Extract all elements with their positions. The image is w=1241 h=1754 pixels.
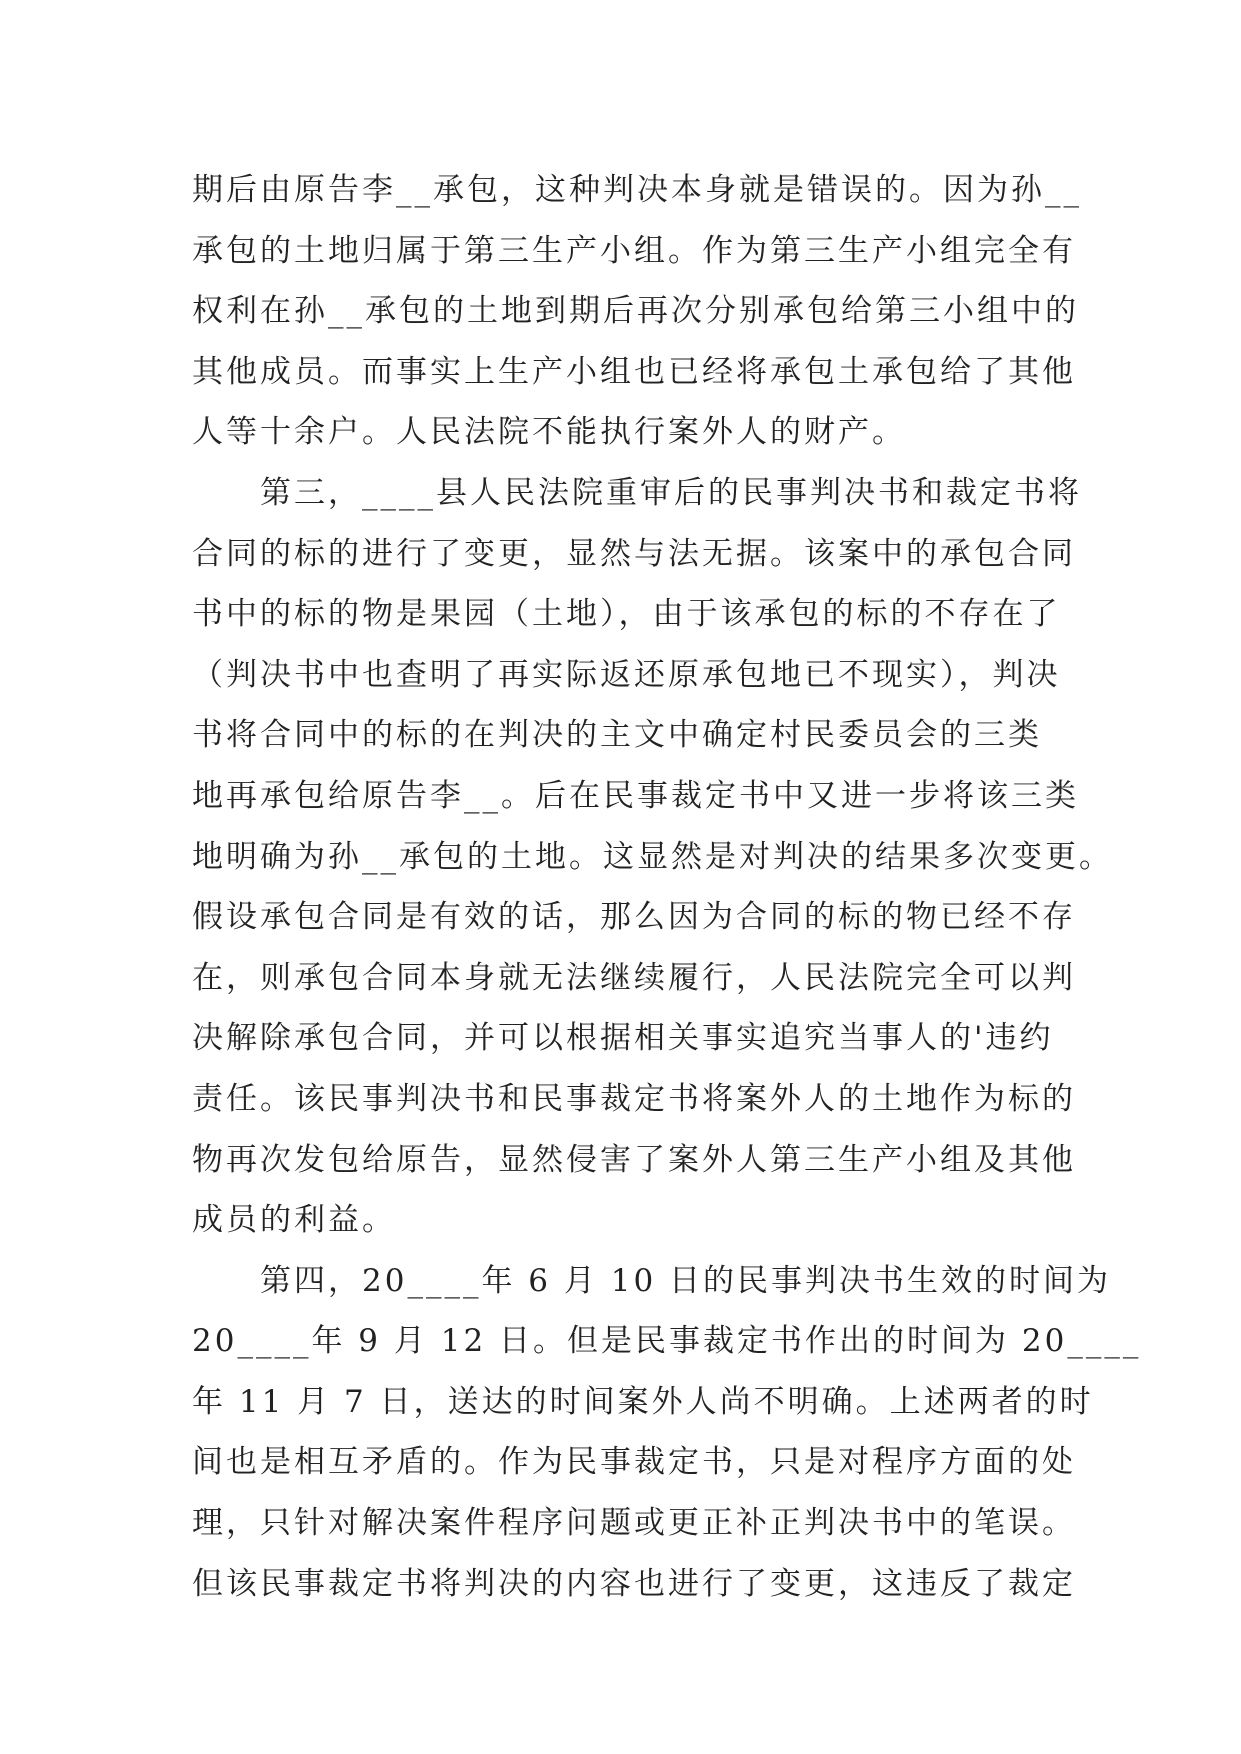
text-line: 第四，20____年 6 月 10 日的民事判决书生效的时间为 — [192, 1262, 1112, 1299]
text-line: 权利在孙__承包的土地到期后再次分别承包给第三小组中的 — [192, 293, 1079, 330]
text-line: 期后由原告李__承包，这种判决本身就是错误的。因为孙__ — [192, 172, 1082, 208]
text-line: 地再承包给原告李__。后在民事裁定书中又进一步将该三类 — [192, 777, 1079, 814]
text-line: 书中的标的物是果园（土地），由于该承包的标的不存在了 — [192, 596, 1061, 633]
document-body — [192, 160, 1142, 1614]
text-line: 理，只针对解决案件程序问题或更正补正判决书中的笔误。 — [192, 1505, 1076, 1542]
text-line: 第三，____县人民法院重审后的民事判决书和裁定书将 — [192, 474, 1082, 511]
text-line: 其他成员。而事实上生产小组也已经将承包土承包给了其他 — [192, 353, 1076, 390]
text-line: 在，则承包合同本身就无法继续履行，人民法院完全可以判 — [192, 959, 1076, 996]
text-line: 人等十余户。人民法院不能执行案外人的财产。 — [192, 414, 906, 451]
text-line: 书将合同中的标的在判决的主文中确定村民委员会的三类 — [192, 717, 1042, 754]
text-line: 物再次发包给原告，显然侵害了案外人第三生产小组及其他 — [192, 1141, 1076, 1178]
text-line: 成员的利益。 — [192, 1202, 396, 1239]
text-line: 年 11 月 7 日，送达的时间案外人尚不明确。上述两者的时 — [192, 1383, 1094, 1420]
text-line: 决解除承包合同，并可以根据相关事实追究当事人的'违约 — [192, 1020, 1054, 1057]
text-line: 但该民事裁定书将判决的内容也进行了变更，这违反了裁定 — [192, 1565, 1076, 1602]
text-line: 责任。该民事判决书和民事裁定书将案外人的土地作为标的 — [192, 1080, 1076, 1117]
text-line: （判决书中也查明了再实际返还原承包地已不现实），判决 — [192, 656, 1061, 693]
text-line: 承包的土地归属于第三生产小组。作为第三生产小组完全有 — [192, 232, 1076, 269]
text-line: 20____年 9 月 12 日。但是民事裁定书作出的时间为 20____ — [192, 1323, 1142, 1360]
text-line: 假设承包合同是有效的话，那么因为合同的标的物已经不存 — [192, 899, 1076, 936]
text-line: 地明确为孙__承包的土地。这显然是对判决的结果多次变更。 — [192, 838, 1113, 875]
text-line: 间也是相互矛盾的。作为民事裁定书，只是对程序方面的处 — [192, 1444, 1076, 1481]
text-line: 合同的标的进行了变更，显然与法无据。该案中的承包合同 — [192, 535, 1076, 572]
